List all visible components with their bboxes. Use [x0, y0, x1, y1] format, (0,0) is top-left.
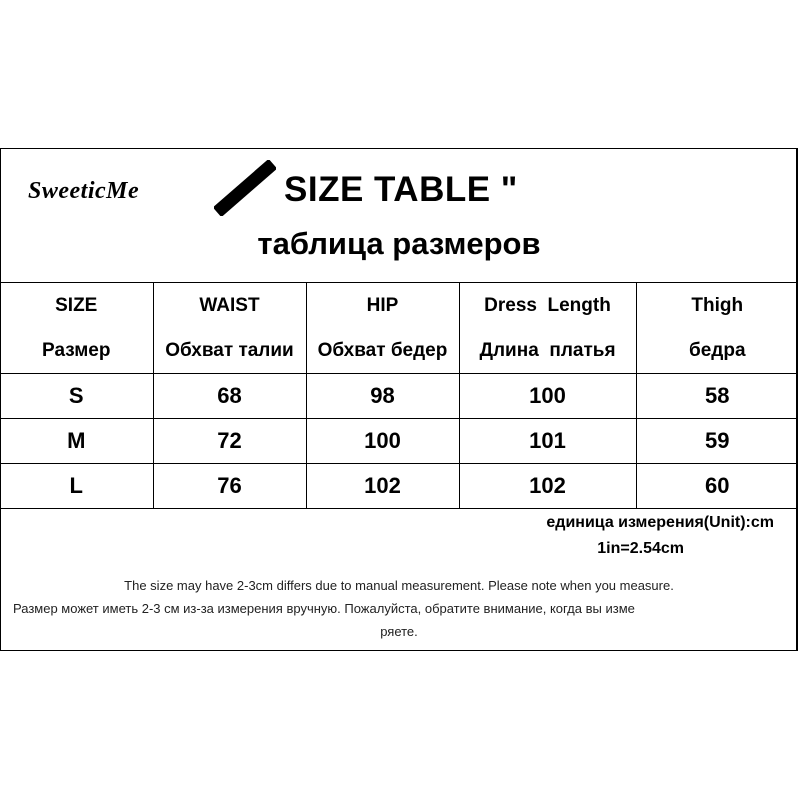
- diagonal-bar-icon: [214, 160, 276, 216]
- cell-thigh: 59: [636, 419, 798, 464]
- measurement-note-ru-continued: ряете.: [380, 624, 418, 639]
- measurement-note-ru: Размер может иметь 2-3 см из-за измерения вручную. Пожалуйста, обратите внимание, когда вы изме: [13, 601, 635, 616]
- cell-dress-length: 101: [459, 419, 636, 464]
- table-header-row: [0, 283, 798, 374]
- header-thigh: Thigh бедра: [636, 283, 798, 374]
- cell-thigh: 60: [636, 464, 798, 509]
- cell-hip: 100: [306, 419, 459, 464]
- size-table: [0, 282, 798, 509]
- cell-size: M: [0, 419, 153, 464]
- cell-thigh: 58: [636, 374, 798, 419]
- header-waist: WAIST Обхват талии: [153, 283, 306, 374]
- header-hip: HIP Обхват бедер: [306, 283, 459, 374]
- cell-hip: 98: [306, 374, 459, 419]
- page-title: SIZE TABLE ": [284, 170, 518, 209]
- header-dress-length: Dress Length Длина платья: [459, 283, 636, 374]
- header-size: SIZE Размер: [0, 283, 153, 374]
- cell-size: L: [0, 464, 153, 509]
- cell-waist: 68: [153, 374, 306, 419]
- table-row: [0, 374, 798, 419]
- conversion-label: 1in=2.54cm: [597, 540, 684, 557]
- cell-dress-length: 102: [459, 464, 636, 509]
- cell-waist: 76: [153, 464, 306, 509]
- cell-size: S: [0, 374, 153, 419]
- cell-dress-length: 100: [459, 374, 636, 419]
- unit-label: единица измерения(Unit):cm: [546, 514, 774, 531]
- table-row: [0, 419, 798, 464]
- brand-logo: SweeticMe: [28, 178, 140, 204]
- cell-hip: 102: [306, 464, 459, 509]
- measurement-note-en: The size may have 2-3cm differs due to manual measurement. Please note when you measure.: [124, 578, 674, 593]
- cell-waist: 72: [153, 419, 306, 464]
- page-subtitle: таблица размеров: [257, 226, 541, 261]
- table-row: [0, 464, 798, 509]
